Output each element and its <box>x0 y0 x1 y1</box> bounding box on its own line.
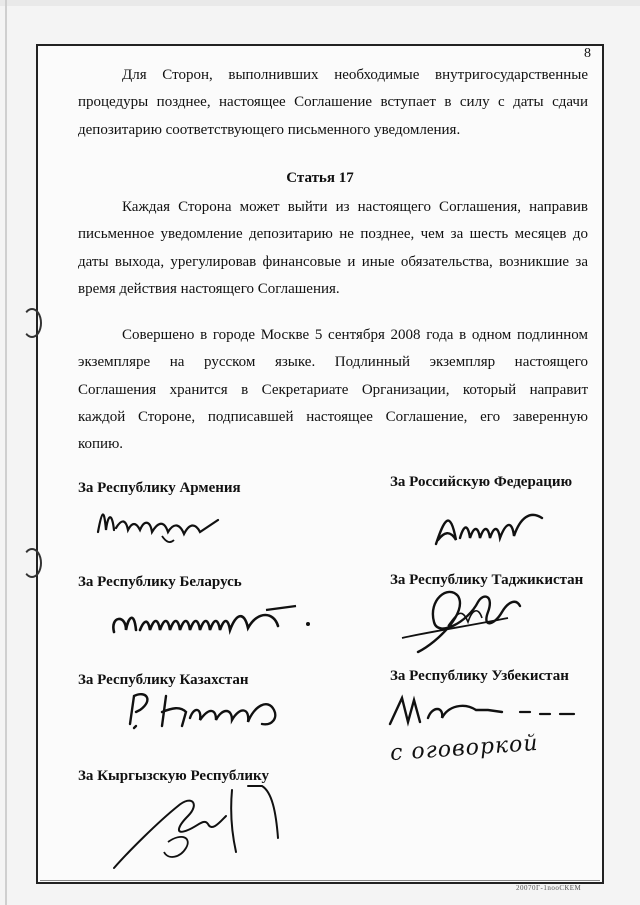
signature-russia <box>430 500 560 552</box>
text-line: копию. <box>78 436 124 453</box>
signature-kazakhstan <box>122 686 292 736</box>
text-line: каждой Стороне, подписавшей настоящее Соглашение, его заверенную <box>78 408 588 425</box>
scan-left-stripe <box>5 0 7 905</box>
article-title: Статья 17 <box>286 170 354 186</box>
signatory-label-armenia: За Республику Армения <box>78 480 241 496</box>
text-line: время действия настоящего Соглашения. <box>78 280 340 297</box>
signature-belarus <box>108 596 318 646</box>
signature-armenia <box>92 500 227 550</box>
text-line: Каждая Сторона может выйти из настоящего Соглашения, направив <box>122 199 588 215</box>
text-line: депозитарию соответствующего письменного уведомления. <box>78 121 461 138</box>
signatory-label-russia: За Российскую Федерацию <box>390 474 573 490</box>
text-line: даты выхода, урегулировав финансовые и иные обязательства, возникшие за <box>78 253 588 270</box>
text-line: Совершено в городе Москве 5 сентября 2008 года в одном подлинном <box>122 327 588 343</box>
signatory-label-kazakhstan: За Республику Казахстан <box>78 672 249 688</box>
binder-ring <box>22 308 42 338</box>
paragraph-entry-into-force <box>78 62 588 144</box>
paragraph-withdrawal <box>78 194 588 303</box>
text-line: Для Сторон, выполнивших необходимые внутригосударственные <box>122 67 588 83</box>
text-line: Соглашения хранится в Секретариате Организации, который направит <box>78 381 588 398</box>
signatory-label-belarus: За Республику Беларусь <box>78 574 242 590</box>
text-line: экземпляре на русском языке. Подлинный экземпляр настоящего <box>78 354 588 371</box>
signature-uzbekistan <box>384 688 584 732</box>
signatory-label-tajikistan: За Республику Таджикистан <box>390 572 584 588</box>
text-line: процедуры позднее, настоящее Соглашение вступает в силу с даты сдачи <box>78 94 588 111</box>
signatory-label-kyrgyzstan: За Кыргызскую Республику <box>78 768 269 784</box>
page-number: 8 <box>584 46 591 61</box>
page-bottom-border <box>40 880 600 881</box>
signature-tajikistan <box>398 582 528 662</box>
page-border-dotted <box>36 44 604 46</box>
text-line: письменное уведомление депозитарию не позднее, чем за шесть месяцев до <box>78 226 588 243</box>
footer-stamp: 20070Г-1nooСКЕМ <box>516 884 582 892</box>
scan-edge <box>0 0 640 6</box>
signature-kyrgyzstan <box>108 782 298 874</box>
paragraph-done-at <box>78 322 588 458</box>
signatory-label-uzbekistan: За Республику Узбекистан <box>390 668 569 684</box>
handwritten-reservation-note: с оговоркой <box>389 730 540 767</box>
binder-ring <box>22 548 42 578</box>
